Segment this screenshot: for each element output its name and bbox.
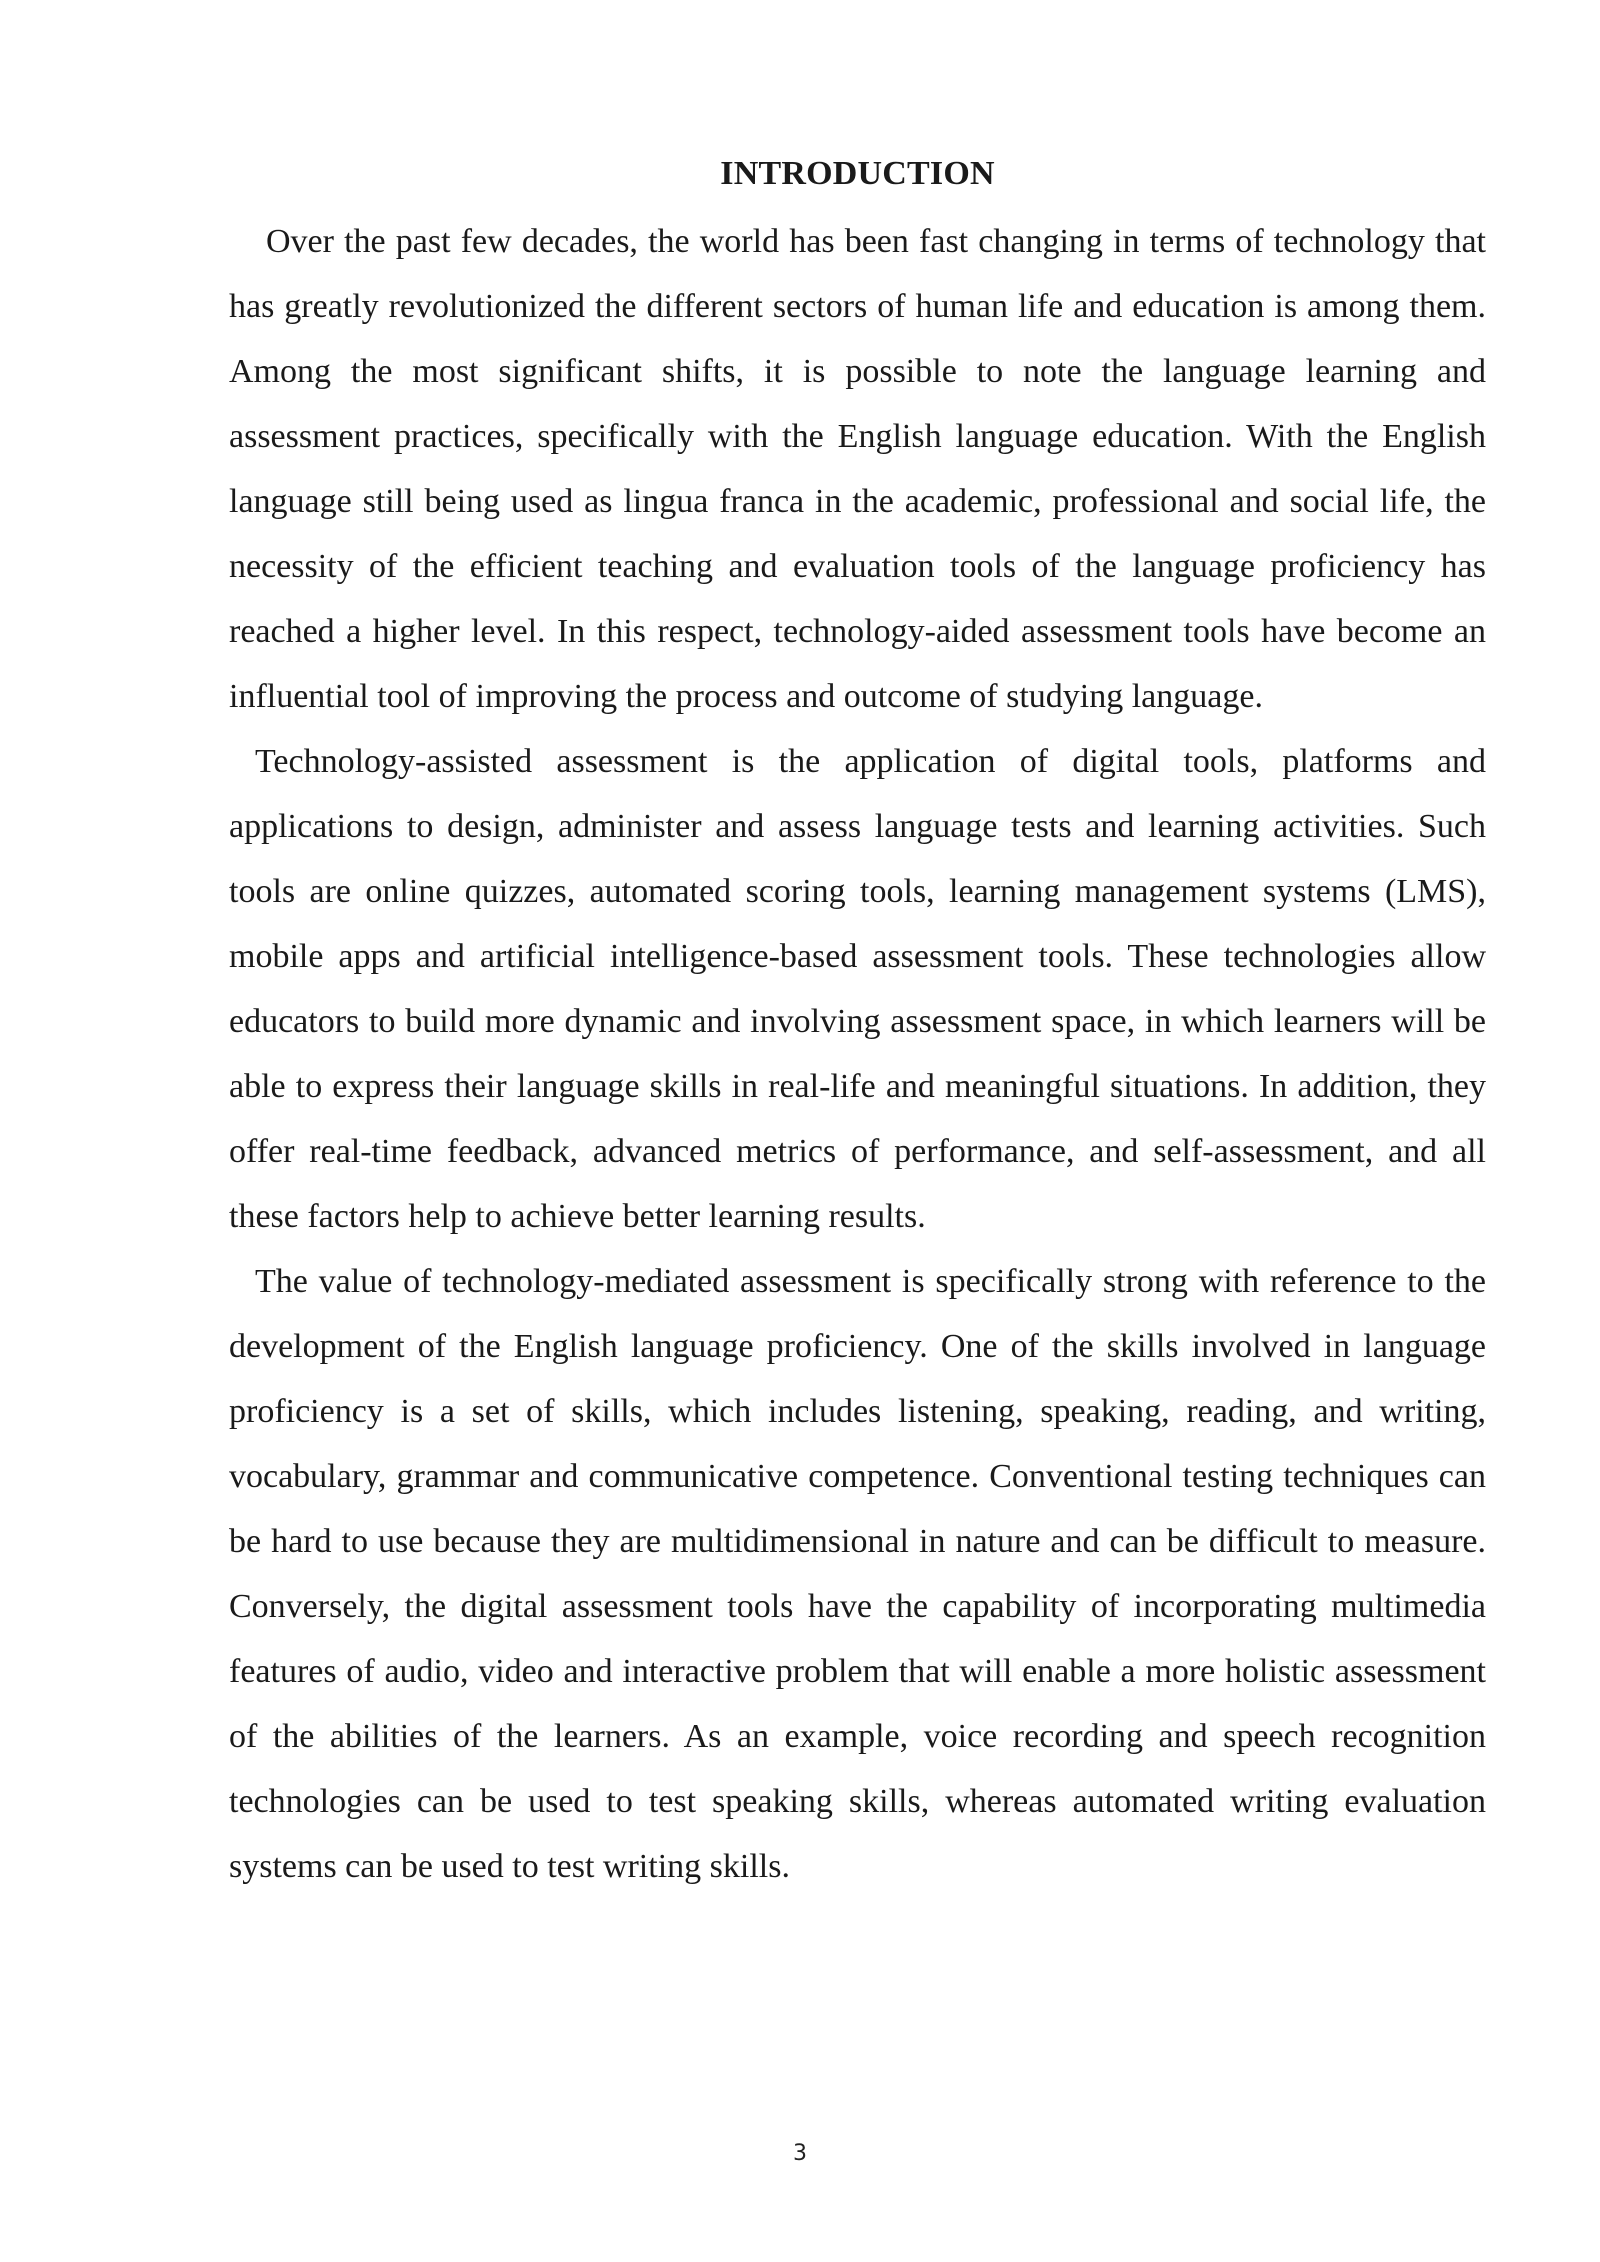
page-number: 3 (793, 2141, 807, 2166)
section-heading: INTRODUCTION (720, 155, 995, 192)
body-text (229, 209, 1486, 1899)
paragraph-1: Over the past few decades, the world has been fast changing in terms of technology that has greatly revolutionized the different sectors of human life and education is among them. Among the most significant shifts, it is possible to note the language learning and assessment practices, specifically with the English language education. With the English language still being used as lingua franca in the academic, professional and social life, the necessity of the efficient teaching and evaluation tools of the language proficiency has reached a higher level. In this respect, technology-aided assessment tools have become an influential tool of improving the process and outcome of studying language. (229, 223, 1486, 715)
paragraph-2: Technology-assisted assessment is the application of digital tools, platforms and applications to design, administer and assess language tests and learning activities. Such tools are online quizzes, automated scoring tools, learning management systems (LMS), mobile apps and artificial intelligence-based assessment tools. These technologies allow educators to build more dynamic and involving assessment space, in which learners will be able to express their language skills in real-life and meaningful situations. In addition, they offer real-time feedback, advanced metrics of performance, and self-assessment, and all these factors help to achieve better learning results. (229, 743, 1486, 1235)
paragraph-3: The value of technology-mediated assessment is specifically strong with reference to the development of the English language proficiency. One of the skills involved in language proficiency is a set of skills, which includes listening, speaking, reading, and writing, vocabulary, grammar and communicative competence. Conventional testing techniques can be hard to use because they are multidimensional in nature and can be difficult to measure. Conversely, the digital assessment tools have the capability of incorporating multimedia features of audio, video and interactive problem that will enable a more holistic assessment of the abilities of the learners. As an example, voice recording and speech recognition technologies can be used to test speaking skills, whereas automated writing evaluation systems can be used to test writing skills. (229, 1263, 1486, 1885)
